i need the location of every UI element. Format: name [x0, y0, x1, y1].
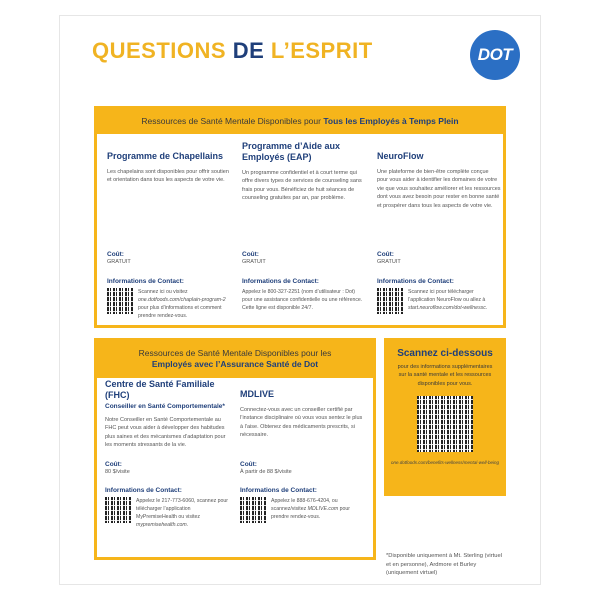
- page-title: QUESTIONS DE L’ESPRIT: [92, 38, 373, 63]
- mdlive-description: Connectez-vous avec un conseiller certifié par l’instance disciplinaire où vous vous sentez le plus à l’aise. Obtenez des médicaments prescrits, si nécessaire.: [240, 406, 363, 439]
- neuroflow-title: NeuroFlow: [377, 151, 424, 161]
- neuroflow-column: [377, 141, 501, 312]
- insured-heading: Ressources de Santé Mentale Disponibles pour les Employés avec l’Assurance Santé de Dot: [97, 341, 373, 378]
- chaplain-description: Les chapelains sont disponibles pour offrir soutien et orientation dans tous les aspects de votre vie.: [107, 168, 229, 184]
- eap-cost: Coût: GRATUIT: [242, 251, 266, 265]
- qr-code-icon[interactable]: [417, 396, 473, 452]
- fhc-column: [105, 379, 229, 529]
- chaplain-cost: Coût: GRATUIT: [107, 251, 131, 265]
- fulltime-heading: Ressources de Santé Mentale Disponibles pour Tous les Employés à Temps Plein: [97, 109, 503, 134]
- insured-resources-box: [94, 338, 376, 560]
- scan-link[interactable]: one.dotfoods.com/benefits-wellness/mental-well-being: [390, 459, 500, 465]
- fhc-subtitle: Conseiller en Santé Comportementale*: [105, 402, 225, 410]
- fulltime-resources-box: [94, 106, 506, 328]
- flyer-page: [60, 16, 540, 584]
- qr-code-icon[interactable]: [105, 497, 131, 523]
- chaplain-link[interactable]: one.dotfoods.com/chaplain-program-2: [138, 297, 226, 304]
- scan-box: [384, 338, 506, 496]
- fhc-title: Centre de Santé Familiale (FHC): [105, 379, 215, 400]
- qr-code-icon[interactable]: [107, 288, 133, 314]
- neuroflow-link[interactable]: start.neuroflow.com/dot-wellnessc.: [408, 305, 488, 312]
- eap-description: Un programme confidentiel et à court terme qui offre divers types de services de counseling sans frais pour vous. Bénéficiez de huit séances de counseling gratuites par an, par problème.: [242, 169, 362, 202]
- mdlive-cost: Coût: À partir de 88 $/visite: [240, 461, 292, 475]
- qr-code-icon[interactable]: [377, 288, 403, 314]
- fhc-contact: Informations de Contact: Appelez le 217-773-6060, scannez pour télécharger l’application MyPremiseHealth ou visitez mypremisehealth.com.: [105, 487, 228, 529]
- neuroflow-cost: Coût: GRATUIT: [377, 251, 401, 265]
- scan-title: Scannez ci-dessous: [397, 348, 493, 359]
- mdlive-contact: Informations de Contact: Appelez le 888-676-4204, ou scannez/visitez MDLIVE.com pour prendre rendez-vous.: [240, 487, 364, 523]
- neuroflow-description: Une plateforme de bien-être complète conçue pour vous aider à identifier les domaines de votre vie que vous souhaitez améliorer et les ressources dont vous avez besoin pour rester en bonne santé et prospérer dans tous les aspects de votre vie.: [377, 168, 501, 209]
- eap-title: Programme d’Aide aux Employés (EAP): [242, 141, 341, 162]
- fhc-cost: Coût: 80 $/visite: [105, 461, 130, 475]
- mdlive-link[interactable]: MDLIVE.com: [307, 506, 339, 513]
- chaplain-column: [107, 141, 231, 320]
- neuroflow-contact: Informations de Contact: Scannez ici pour télécharger l’application NeuroFlow ou allez à start.neuroflow.com/dot-wellnessc.: [377, 278, 501, 314]
- fhc-description: Notre Conseiller en Santé Comportementale au FHC peut vous aider à développer des habitudes plus saines et des mécanismes d’adaptation pour les moments stressants de la vie.: [105, 416, 226, 449]
- chaplain-title: Programme de Chapellains: [107, 151, 224, 161]
- qr-code-icon[interactable]: [240, 497, 266, 523]
- mdlive-title: MDLIVE: [240, 389, 275, 399]
- eap-contact: Informations de Contact: Appelez le 800-327-2251 (nom d’utilisateur : Dot) pour une assistance confidentielle ou une référence. Cette ligne est disponible 24/7.: [242, 278, 363, 312]
- footnote: *Disponible uniquement à Mt. Sterling (virtuel et en personne), Ardmore et Burley (uniquement virtuel): [386, 553, 502, 577]
- mdlive-column: [240, 379, 364, 521]
- fhc-link[interactable]: mypremisehealth.com.: [136, 522, 189, 529]
- eap-column: [242, 141, 366, 312]
- scan-description: pour des informations supplémentaires sur la santé mentale et les ressources disponibles pour vous.: [397, 364, 493, 387]
- chaplain-contact: Informations de Contact: Scannez ici ou visitez one.dotfoods.com/chaplain-program-2 pour plus d’informations et comment prendre rendez-vous.: [107, 278, 226, 320]
- dot-logo: DOT: [470, 30, 520, 80]
